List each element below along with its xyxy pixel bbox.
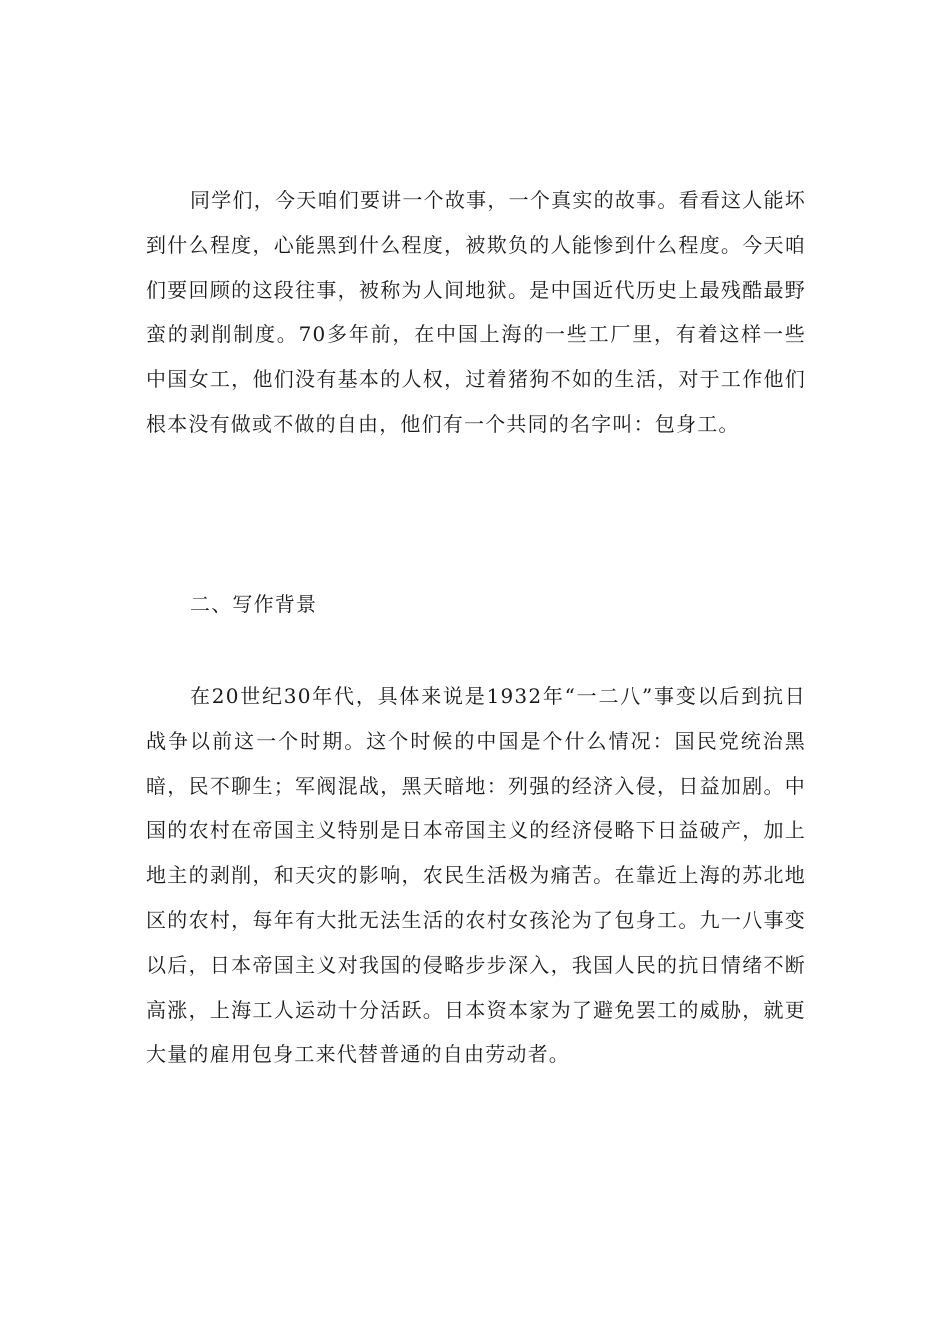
background-paragraph: 在20世纪30年代，具体来说是1932年“一二八”事变以后到抗日战争以前这一个时期。这个时候的中国是个什么情况：国民党统治黑暗，民不聊生；军阀混战，黑天暗地：列强的经济入侵，日益加剧。中国的农村在帝国主义特别是日本帝国主义的经济侵略下日益破产，加上地主的剥削，和天灾的影响，农民生活极为痛苦。在靠近上海的苏北地区的农村，每年有大批无法生活的农村女孩沦为了包身工。九一八事变以后，日本帝国主义对我国的侵略步步深入，我国人民的抗日情绪不断高涨，上海工人运动十分活跃。日本资本家为了避免罢工的威胁，就更大量的雇用包身工来代替普通的自由劳动者。	[146, 684, 806, 1067]
section-heading: 二、写作背景	[190, 592, 318, 616]
intro-paragraph: 同学们，今天咱们要讲一个故事，一个真实的故事。看看这人能坏到什么程度，心能黑到什么程度，被欺负的人能惨到什么程度。今天咱们要回顾的这段往事，被称为人间地狱。是中国近代历史上最残酷最野蛮的剥削制度。70多年前，在中国上海的一些工厂里，有着这样一些中国女工，他们没有基本的人权，过着猪狗不如的生活，对于工作他们根本没有做或不做的自由，他们有一个共同的名字叫：包身工。	[146, 188, 806, 436]
